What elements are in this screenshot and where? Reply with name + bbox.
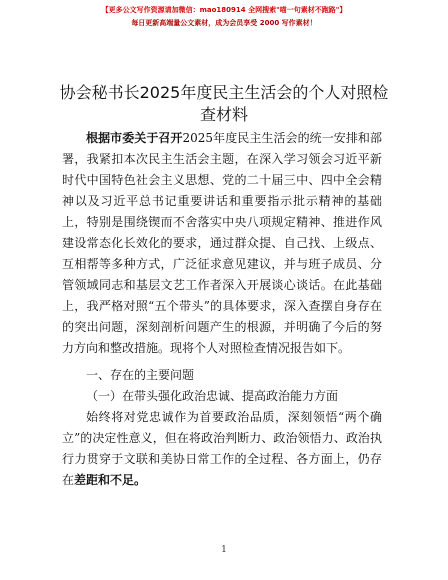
section-heading-1: 一、存在的主要问题 [86, 368, 195, 382]
document-title: 协会秘书长2025年度民主生活会的个人对照检查材料 [59, 83, 389, 124]
promo-banner-line-1: 【更多公文写作资源请加微信：mao180914 全网搜索"喵一句素材不跑路"】 [101, 6, 347, 14]
body-paragraph-2 [62, 407, 382, 491]
promo-banner [0, 4, 448, 30]
paragraph-2-bold-end: 差距和不足。 [74, 473, 147, 487]
intro-paragraph [62, 128, 382, 359]
promo-banner-line-2: 每日更新高端量公文素材，成为会员享受 2000 写作素材！ [131, 19, 317, 27]
intro-lead-text: 根据市委关于召开 [86, 131, 183, 145]
document-body [62, 128, 382, 491]
intro-rest-text: 2025年度民主生活会的统一安排和部署，我紧扣本次民主生活会主题，在深入学习领会习近平新时代中国特色社会主义思想、党的二十届三中、四中全会精神以及习近平总书记重要讲话和重要指示批示精神的基础上，特别是围绕锲而不舍落实中央八项规定精神、推进作风建设常态化长效化的要求，通过群众提、自己找、上级点、互相帮等多种方式，广泛征求意见建议，并与班子成员、分管领域同志和基层文艺工作者深入开展谈心谈话。在此基础上，我严格对照“五个带头”的具体要求，深入查摆自身存在的突出问题，深刻剖析问题产生的根源，并明确了今后的努力方向和整改措施。现将个人对照检查情况报告如下。 [62, 131, 382, 355]
paragraph-2-text: 始终将对党忠诚作为首要政治品质，深刻领悟“两个确立”的决定性意义，但在将政治判断力、政治领悟力、政治执行力贯穿于文联和美协日常工作的全过程、各方面上，仍存在 [62, 410, 382, 487]
page-number: 1 [221, 545, 227, 555]
subsection-heading-1: （一）在带头强化政治忠诚、提高政治能力方面 [86, 389, 339, 403]
